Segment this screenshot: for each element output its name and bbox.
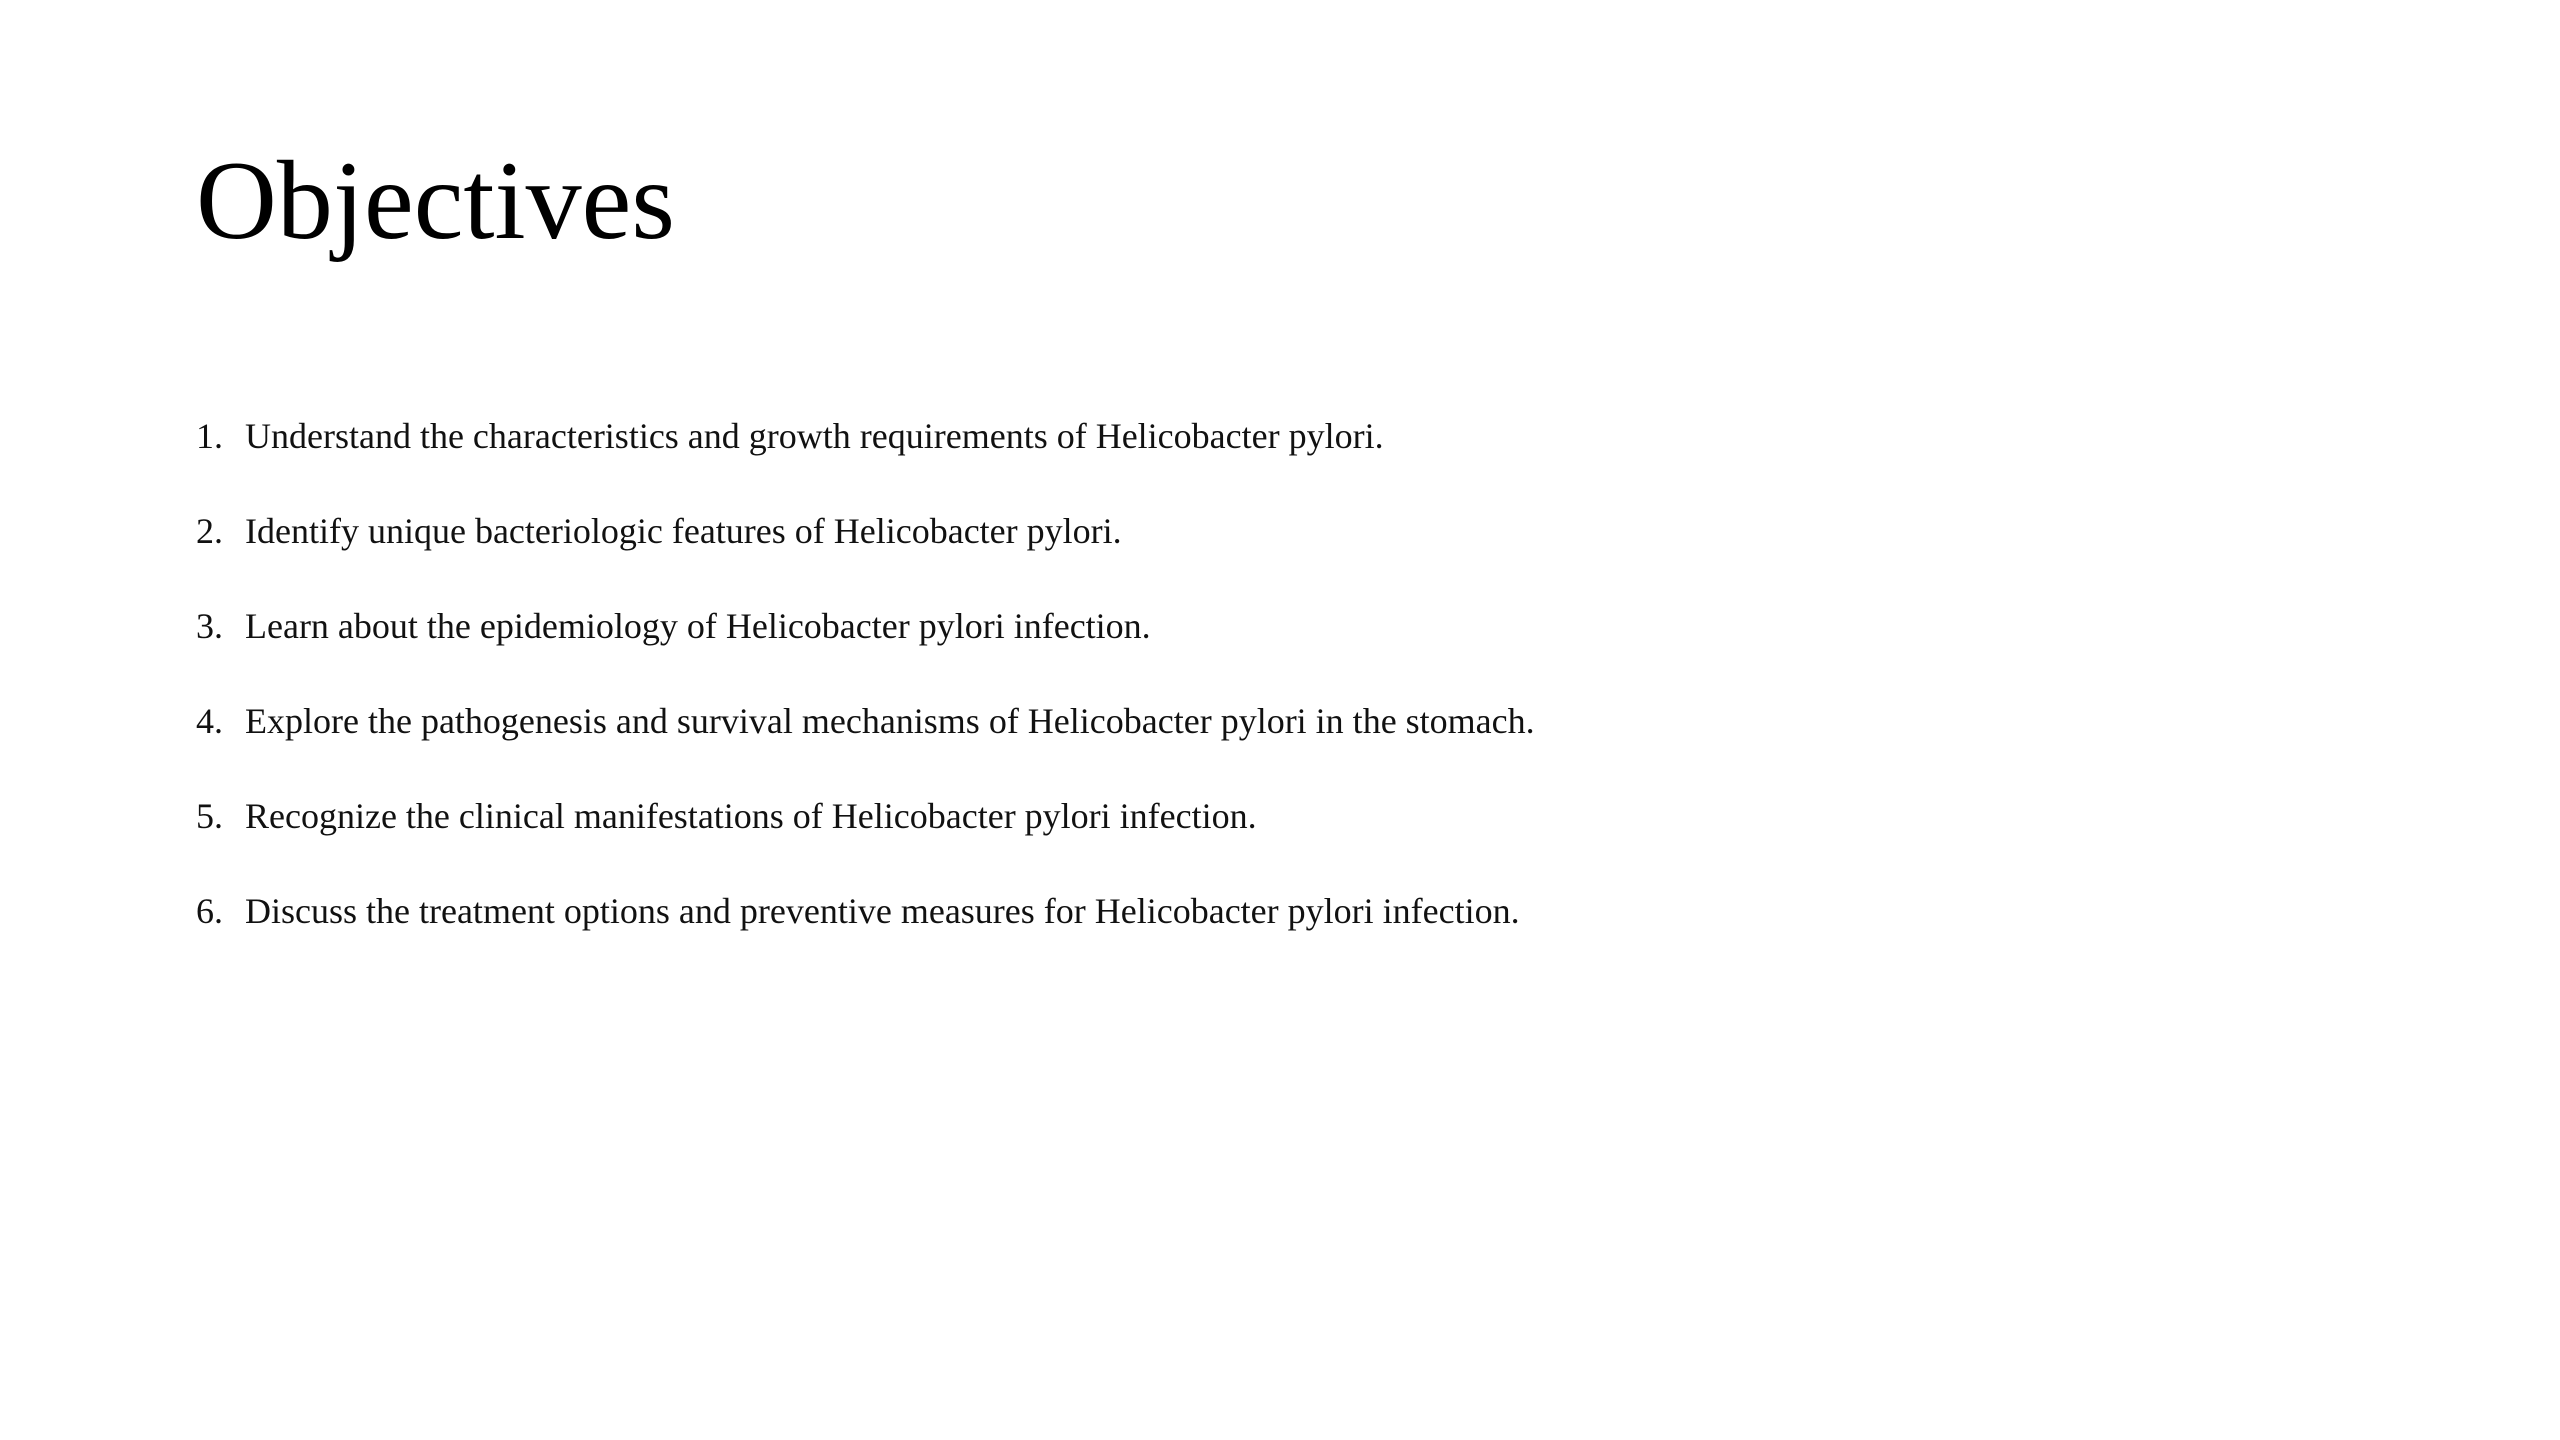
list-item bbox=[196, 887, 1535, 982]
list-item-number: 6. bbox=[196, 891, 223, 931]
list-item bbox=[196, 697, 1535, 792]
list-item-text: Discuss the treatment options and preventive measures for Helicobacter pylori infection. bbox=[245, 891, 1520, 931]
list-item bbox=[196, 602, 1535, 697]
list-item bbox=[196, 792, 1535, 887]
list-item-text: Learn about the epidemiology of Helicobacter pylori infection. bbox=[245, 606, 1151, 646]
list-item-text: Identify unique bacteriologic features of Helicobacter pylori. bbox=[245, 511, 1122, 551]
list-item-number: 1. bbox=[196, 416, 223, 456]
list-item-number: 3. bbox=[196, 606, 223, 646]
list-item-text: Explore the pathogenesis and survival mechanisms of Helicobacter pylori in the stomach. bbox=[245, 701, 1535, 741]
slide-title: Objectives bbox=[196, 139, 675, 263]
list-item bbox=[196, 412, 1535, 507]
list-item-number: 2. bbox=[196, 511, 223, 551]
list-item-text: Understand the characteristics and growth requirements of Helicobacter pylori. bbox=[245, 416, 1384, 456]
objectives-list bbox=[196, 412, 1535, 982]
list-item-number: 4. bbox=[196, 701, 223, 741]
list-item bbox=[196, 507, 1535, 602]
list-item-number: 5. bbox=[196, 796, 223, 836]
list-item-text: Recognize the clinical manifestations of Helicobacter pylori infection. bbox=[245, 796, 1257, 836]
